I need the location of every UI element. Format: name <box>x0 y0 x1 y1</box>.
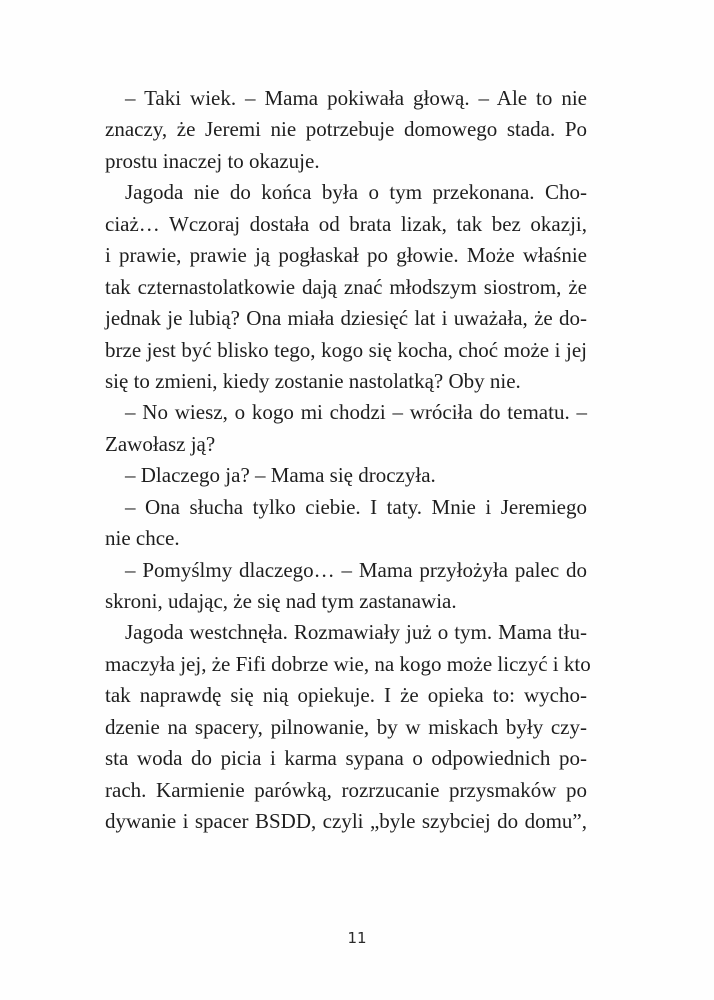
text-line: się to zmieni, kiedy zostanie nastolatką? Oby nie. <box>105 368 521 393</box>
text-line: – No wiesz, o kogo mi chodzi – wróciła do tematu. – <box>125 400 587 425</box>
page-number: 11 <box>347 929 367 947</box>
text-line: dywanie i spacer BSDD, czyli „byle szybciej do domu”, <box>105 809 587 834</box>
text-line: – Pomyślmy dlaczego… – Mama przyłożyła palec do <box>125 557 587 582</box>
text-line: ciaż… Wczoraj dostała od brata lizak, tak bez okazji, <box>105 211 587 236</box>
text-line: – Dlaczego ja? – Mama się droczyła. <box>125 463 436 488</box>
text-line: tak naprawdę się nią opiekuje. I że opieka to: wycho- <box>105 683 587 708</box>
text-line: Jagoda nie do końca była o tym przekonana. Cho- <box>125 180 587 205</box>
text-line: nie chce. <box>105 526 180 551</box>
text-line: maczyła jej, że Fifi dobrze wie, na kogo może liczyć i kto <box>105 651 591 676</box>
text-line: – Taki wiek. – Mama pokiwała głową. – Ale to nie <box>125 86 587 110</box>
text-line: prostu inaczej to okazuje. <box>105 148 320 173</box>
text-line: i prawie, prawie ją pogłaskał po głowie. Może właśnie <box>105 243 587 268</box>
body-text <box>105 83 591 838</box>
text-line: brze jest być blisko tego, kogo się kocha, choć może i jej <box>105 337 587 362</box>
text-line: tak czternastolatkowie dają znać młodszym siostrom, że <box>105 274 587 299</box>
text-line: jednak je lubią? Ona miała dziesięć lat i uważała, że do- <box>105 306 587 331</box>
text-line: skroni, udając, że się nad tym zastanawia. <box>105 589 457 613</box>
text-line: Zawołasz ją? <box>105 431 216 456</box>
text-line: sta woda do picia i karma sypana o odpowiednich po- <box>105 746 587 771</box>
text-line: znaczy, że Jeremi nie potrzebuje domowego stada. Po <box>105 117 587 142</box>
text-line: Jagoda westchnęła. Rozmawiały już o tym. Mama tłu- <box>125 620 587 645</box>
text-line: dzenie na spacery, pilnowanie, by w miskach były czy- <box>105 714 587 739</box>
text-line: – Ona słucha tylko ciebie. I taty. Mnie i Jeremiego <box>125 494 587 519</box>
text-line: rach. Karmienie parówką, rozrzucanie przysmaków po <box>105 777 587 802</box>
